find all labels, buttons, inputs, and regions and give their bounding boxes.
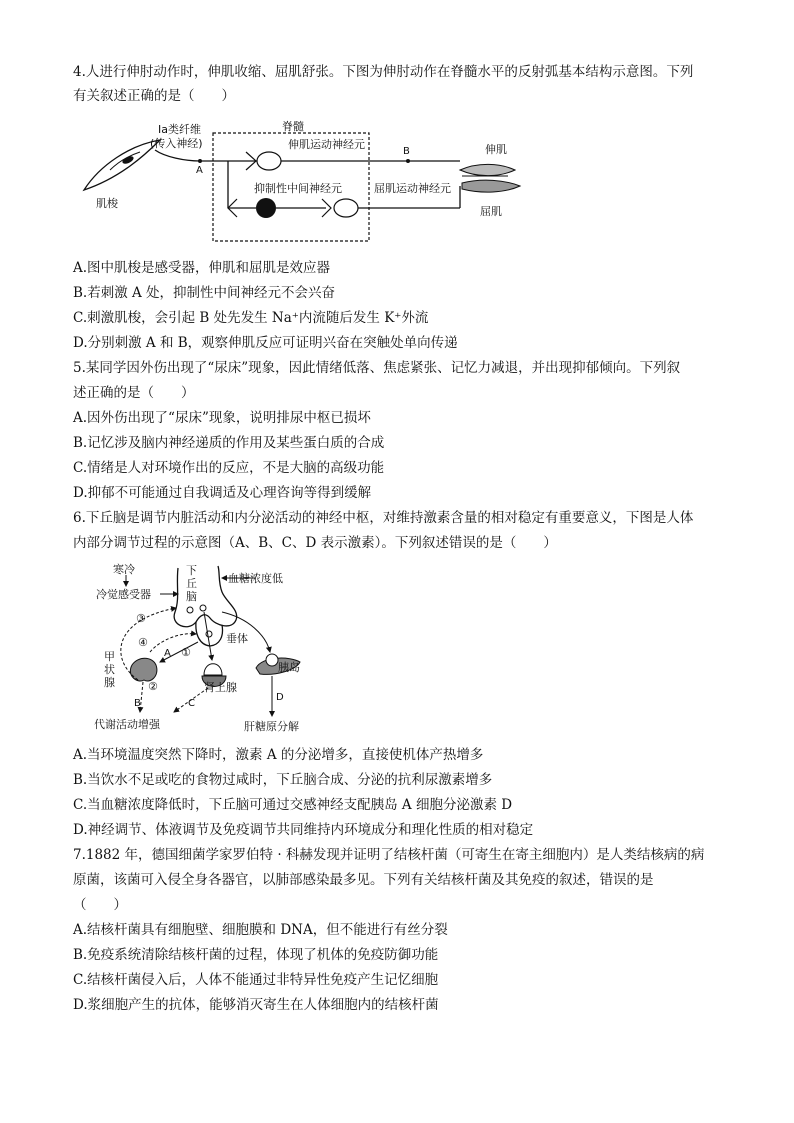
- hypothalamus-label-2: 丘: [186, 577, 197, 590]
- inhib-inter-label: 抑制性中间神经元: [254, 182, 342, 195]
- hypothalamus-label-3: 脑: [186, 590, 197, 603]
- q6-stem-line1: 6.下丘脑是调节内脏活动和内分泌活动的神经中枢，对维持激素含量的相对稳定有重要意义，下图是人体: [73, 510, 694, 526]
- q4-stem-line1: 4.人进行伸肘动作时，伸肌收缩、屈肌舒张。下图为伸肘动作在脊髓水平的反射弧基本结构示意图。下列: [73, 64, 694, 80]
- ext-motor-label: 伸肌运动神经元: [288, 138, 365, 151]
- q4-stem-line2: 有关叙述正确的是（ ）: [73, 88, 235, 104]
- q7-stem-line1: 7.1882 年，德国细菌学家罗伯特 · 科赫发现并证明了结核杆菌（可寄生在寄主细胞内）是人类结核病的病: [73, 847, 705, 863]
- spindle-label: 肌梭: [96, 197, 118, 210]
- islet-label: 胰岛: [278, 661, 300, 674]
- metabolism-label: 代谢活动增强: [94, 718, 160, 731]
- hormone-a-label: A: [164, 648, 171, 659]
- q6-option-c: C.当血糖浓度降低时，下丘脑可通过交感神经支配胰岛 A 细胞分泌激素 D: [73, 797, 513, 813]
- arrow-1-label: ①: [181, 646, 191, 659]
- thyroid-shape: [130, 658, 157, 681]
- extensor-motor-neuron: [257, 152, 281, 170]
- q5-stem-line2: 述正确的是（ ）: [73, 385, 195, 401]
- flexor-label: 屈肌: [480, 205, 502, 218]
- afferent-label: (传入神经): [150, 137, 203, 150]
- q5-option-b: B.记忆涉及脑内神经递质的作用及某些蛋白质的合成: [73, 435, 385, 451]
- q7-stem-line2: 原菌，该菌可入侵全身各器官，以肺部感染最多见。下列有关结核杆菌及其免疫的叙述，错误的是: [73, 872, 654, 888]
- q6-stem-line2: 内部分调节过程的示意图（A、B、C、D 表示激素）。下列叙述错误的是（ ）: [73, 535, 557, 551]
- extensor-muscle: [460, 164, 515, 175]
- arrow-2-label: ②: [148, 680, 158, 693]
- q7-stem-line3: （ ）: [73, 897, 127, 913]
- ia-fiber-label: Ia类纤维: [158, 123, 201, 136]
- q7-option-c: C.结核杆菌侵入后，人体不能通过非特异性免疫产生记忆细胞: [73, 972, 439, 988]
- spinal-cord-label: 脊髓: [282, 120, 304, 133]
- muscle-spindle-shape: [84, 140, 160, 190]
- q7-option-d: D.浆细胞产生的抗体，能够消灭寄生在人体细胞内的结核杆菌: [73, 997, 439, 1013]
- hypothalamus-label-1: 下: [186, 564, 197, 577]
- q5-option-d: D.抑郁不可能通过自我调适及心理咨询等得到缓解: [73, 485, 372, 501]
- pituitary-label: 垂体: [226, 632, 248, 645]
- extensor-label: 伸肌: [485, 143, 507, 156]
- q6-option-d: D.神经调节、体液调节及免疫调节共同维持内环境成分和理化性质的相对稳定: [73, 822, 534, 838]
- low-glucose-label: 血糖浓度低: [228, 572, 283, 585]
- q4-option-c: C.刺激肌梭，会引起 B 处先发生 Na⁺内流随后发生 K⁺外流: [73, 310, 429, 326]
- q5-option-a: A.因外伤出现了“尿床”现象，说明排尿中枢已损坏: [73, 410, 371, 426]
- hormone-d-label: D: [276, 692, 284, 703]
- point-a-label: A: [196, 165, 203, 176]
- arrow-3-label: ③: [136, 612, 146, 625]
- cold-label: 寒冷: [113, 563, 135, 576]
- thyroid-label-2: 状: [104, 663, 115, 676]
- q4-option-a: A.图中肌梭是感受器，伸肌和屈肌是效应器: [73, 260, 331, 276]
- flexor-muscle: [462, 180, 520, 192]
- reflex-arc-diagram: [76, 118, 526, 244]
- adrenal-label: 肾上腺: [204, 681, 237, 694]
- flexor-motor-neuron: [334, 199, 358, 217]
- hormone-b-label: B: [134, 698, 141, 709]
- adrenal-shape: [204, 664, 222, 675]
- arrow-4-label: ④: [138, 636, 148, 649]
- point-b-label: B: [403, 146, 410, 157]
- q5-option-c: C.情绪是人对环境作出的反应，不是大脑的高级功能: [73, 460, 385, 476]
- q4-option-d: D.分别刺激 A 和 B，观察伸肌反应可证明兴奋在突触处单向传递: [73, 335, 458, 351]
- q6-option-a: A.当环境温度突然下降时，激素 A 的分泌增多，直接使机体产热增多: [73, 747, 484, 763]
- thyroid-label-3: 腺: [104, 676, 115, 689]
- q7-option-a: A.结核杆菌具有细胞壁、细胞膜和 DNA，但不能进行有丝分裂: [73, 922, 448, 938]
- q5-stem-line1: 5.某同学因外伤出现了“尿床”现象，因此情绪低落、焦虑紧张、记忆力减退，并出现抑郁倾向。下列叙: [73, 360, 681, 376]
- cold-receptor-label: 冷觉感受器: [96, 588, 151, 601]
- hormone-c-label: C: [188, 698, 195, 709]
- q6-option-b: B.当饮水不足或吃的食物过咸时，下丘脑合成、分泌的抗利尿激素增多: [73, 772, 493, 788]
- inhibitory-interneuron: [256, 198, 276, 218]
- glycogen-label: 肝糖原分解: [244, 720, 299, 733]
- flex-motor-label: 屈肌运动神经元: [374, 182, 451, 195]
- q4-option-b: B.若刺激 A 处，抑制性中间神经元不会兴奋: [73, 285, 336, 301]
- hypothalamus-regulation-diagram: [76, 558, 316, 738]
- thyroid-label-1: 甲: [104, 650, 115, 663]
- q7-option-b: B.免疫系统清除结核杆菌的过程，体现了机体的免疫防御功能: [73, 947, 439, 963]
